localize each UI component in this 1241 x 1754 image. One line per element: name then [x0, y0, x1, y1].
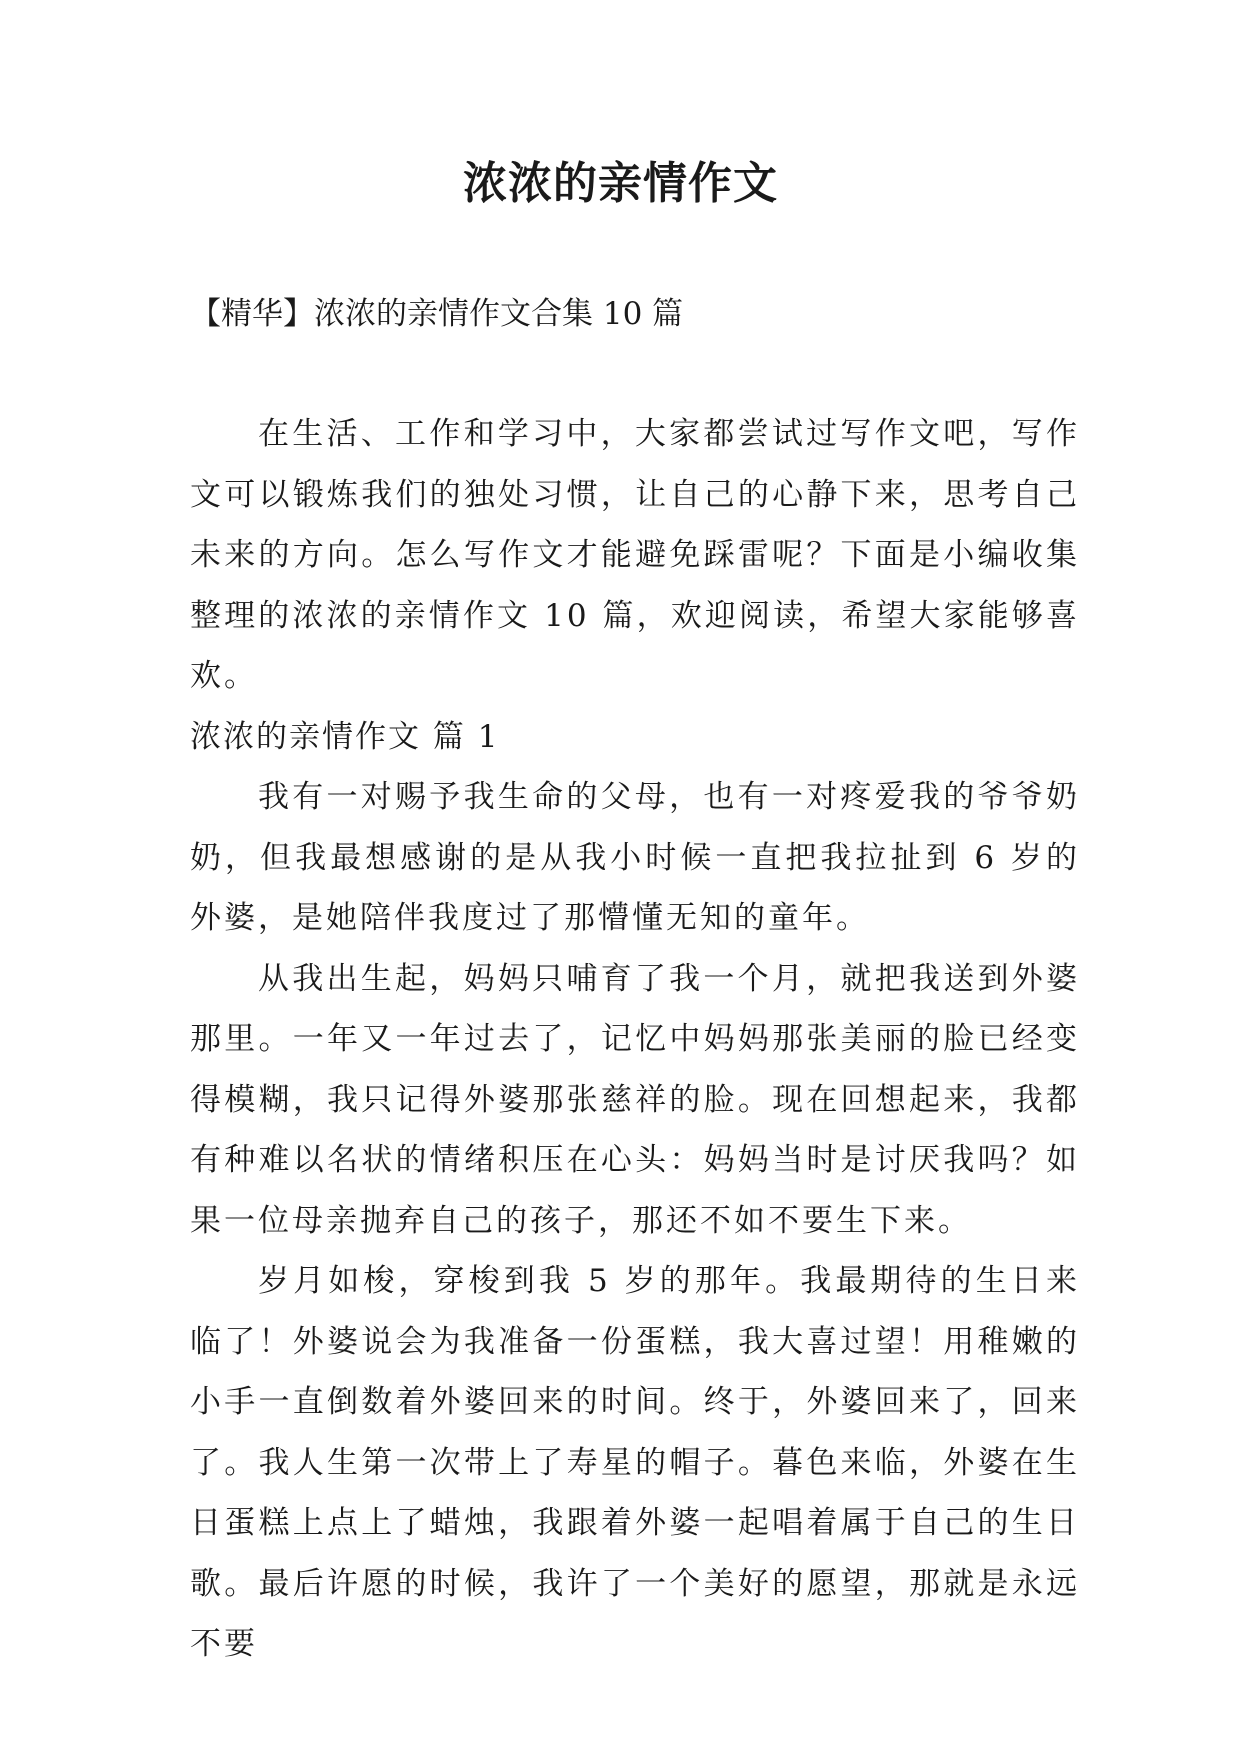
intro-paragraph: 在生活、工作和学习中，大家都尝试过写作文吧，写作文可以锻炼我们的独处习惯，让自己的心静下来，思考自己未来的方向。怎么写作文才能避免踩雷呢？下面是小编收集整理的浓浓的亲情作文 10 篇，欢迎阅读，希望大家能够喜欢。 — [190, 416, 1080, 694]
document-subtitle: 【精华】浓浓的亲情作文合集 10 篇 — [190, 296, 684, 332]
document-body — [190, 404, 1080, 1675]
page-title: 浓浓的亲情作文 — [463, 158, 778, 209]
section-heading: 浓浓的亲情作文 篇 1 — [190, 718, 500, 755]
body-paragraph: 我有一对赐予我生命的父母，也有一对疼爱我的爷爷奶奶，但我最想感谢的是从我小时候一直把我拉扯到 6 岁的外婆，是她陪伴我度过了那懵懂无知的童年。 — [190, 779, 1080, 936]
body-paragraph: 从我出生起，妈妈只哺育了我一个月，就把我送到外婆那里。一年又一年过去了，记忆中妈妈那张美丽的脸已经变得模糊，我只记得外婆那张慈祥的脸。现在回想起来，我都有种难以名状的情绪积压在心头：妈妈当时是讨厌我吗？如果一位母亲抛弃自己的孩子，那还不如不要生下来。 — [190, 960, 1080, 1239]
body-paragraph: 岁月如梭，穿梭到我 5 岁的那年。我最期待的生日来临了！外婆说会为我准备一份蛋糕，我大喜过望！用稚嫩的小手一直倒数着外婆回来的时间。终于，外婆回来了，回来了。我人生第一次带上了寿星的帽子。暮色来临，外婆在生日蛋糕上点上了蜡烛，我跟着外婆一起唱着属于自己的生日歌。最后许愿的时候，我许了一个美好的愿望，那就是永远不要 — [190, 1263, 1080, 1662]
